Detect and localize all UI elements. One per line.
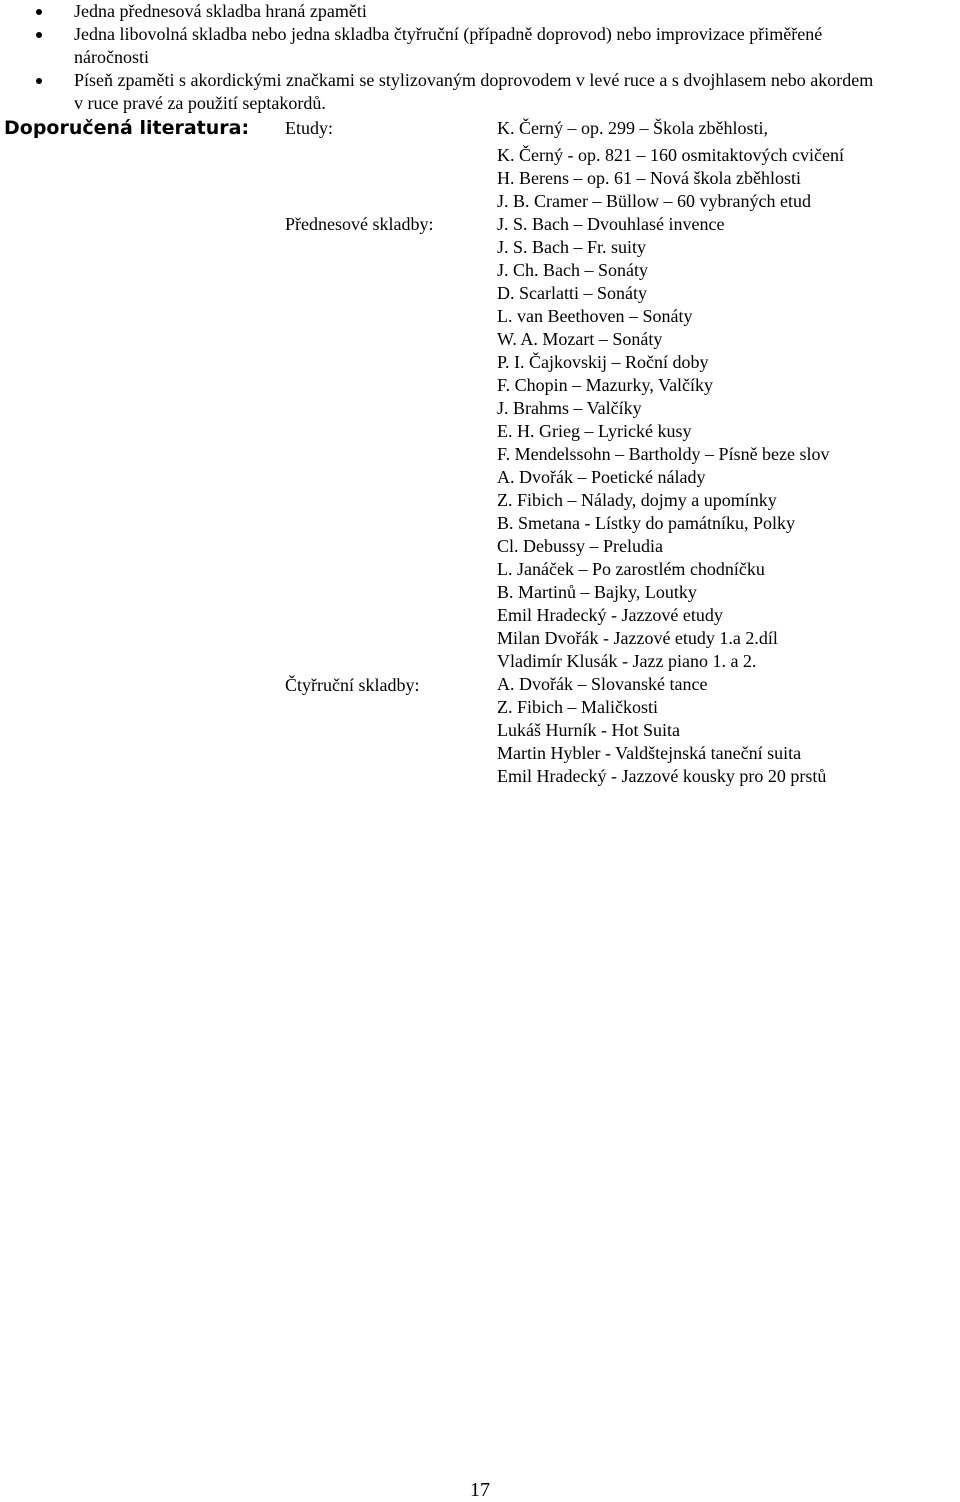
requirement-text: Jedna přednesová skladba hraná zpaměti [74, 1, 367, 21]
etuda-item: K. Černý – op. 299 – Škola zběhlosti, [497, 118, 768, 138]
requirement-text-line: náročnosti [74, 47, 149, 67]
prednesova-skladba-item: L. Janáček – Po zarostlém chodníčku [497, 559, 765, 579]
ctyrrucni-skladba-item: Martin Hybler - Valdštejnská taneční suita [497, 743, 802, 763]
ctyrrucni-skladba-item: Lukáš Hurník - Hot Suita [497, 720, 680, 740]
prednesove-label: Přednesové skladby: [285, 214, 434, 234]
ctyrrucni-skladba-item: Emil Hradecký - Jazzové kousky pro 20 prstů [497, 766, 827, 786]
prednesova-skladba-item: J. S. Bach – Dvouhlasé invence [497, 214, 725, 234]
literature-works-list [497, 117, 844, 788]
etuda-item: J. B. Cramer – Büllow – 60 vybraných etud [497, 191, 811, 211]
prednesova-skladba-item: A. Dvořák – Poetické nálady [497, 467, 706, 487]
bullet-icon [36, 78, 42, 84]
prednesova-skladba-item: D. Scarlatti – Sonáty [497, 283, 647, 303]
requirement-text-line: Píseň zpaměti s akordickými značkami se stylizovaným doprovodem v levé ruce a s dvojhlasem nebo akordem [74, 70, 874, 90]
prednesova-skladba-item: Z. Fibich – Nálady, dojmy a upomínky [497, 490, 777, 510]
page-number: 17 [470, 1479, 490, 1501]
requirement-text-line: v ruce pravé za použití septakordů. [74, 93, 326, 113]
prednesova-skladba-item: J. Ch. Bach – Sonáty [497, 260, 648, 280]
bullet-icon [36, 32, 42, 38]
prednesova-skladba-item: P. I. Čajkovskij – Roční doby [497, 352, 709, 372]
prednesova-skladba-item: L. van Beethoven – Sonáty [497, 306, 693, 326]
prednesova-skladba-item: B. Smetana - Lístky do památníku, Polky [497, 513, 795, 533]
prednesova-skladba-item: W. A. Mozart – Sonáty [497, 329, 663, 349]
ctyrrucni-label: Čtyřruční skladby: [285, 675, 420, 695]
prednesova-skladba-item: J. S. Bach – Fr. suity [497, 237, 647, 257]
prednesova-skladba-item: E. H. Grieg – Lyrické kusy [497, 421, 692, 441]
ctyrrucni-skladba-item: A. Dvořák – Slovanské tance [497, 674, 708, 694]
requirement-text-line: Jedna libovolná skladba nebo jedna skladba čtyřruční (případně doprovod) nebo improvizace přiměřené [74, 24, 823, 44]
bullet-icon [36, 9, 42, 15]
etuda-item: H. Berens – op. 61 – Nová škola zběhlosti [497, 168, 801, 188]
prednesova-skladba-item: F. Mendelssohn – Bartholdy – Písně beze slov [497, 444, 830, 464]
prednesova-skladba-item: F. Chopin – Mazurky, Valčíky [497, 375, 714, 395]
etuda-item: K. Černý - op. 821 – 160 osmitaktových cvičení [497, 145, 844, 165]
prednesova-skladba-item: Cl. Debussy – Preludia [497, 536, 663, 556]
prednesova-skladba-item: Milan Dvořák - Jazzové etudy 1.a 2.díl [497, 628, 778, 648]
literature-heading: Doporučená literatura: [4, 117, 250, 139]
ctyrrucni-skladba-item: Z. Fibich – Maličkosti [497, 697, 658, 717]
prednesova-skladba-item: B. Martinů – Bajky, Loutky [497, 582, 697, 602]
etudy-label: Etudy: [285, 118, 333, 138]
prednesova-skladba-item: Vladimír Klusák - Jazz piano 1. a 2. [497, 651, 757, 671]
prednesova-skladba-item: Emil Hradecký - Jazzové etudy [497, 605, 723, 625]
prednesova-skladba-item: J. Brahms – Valčíky [497, 398, 642, 418]
